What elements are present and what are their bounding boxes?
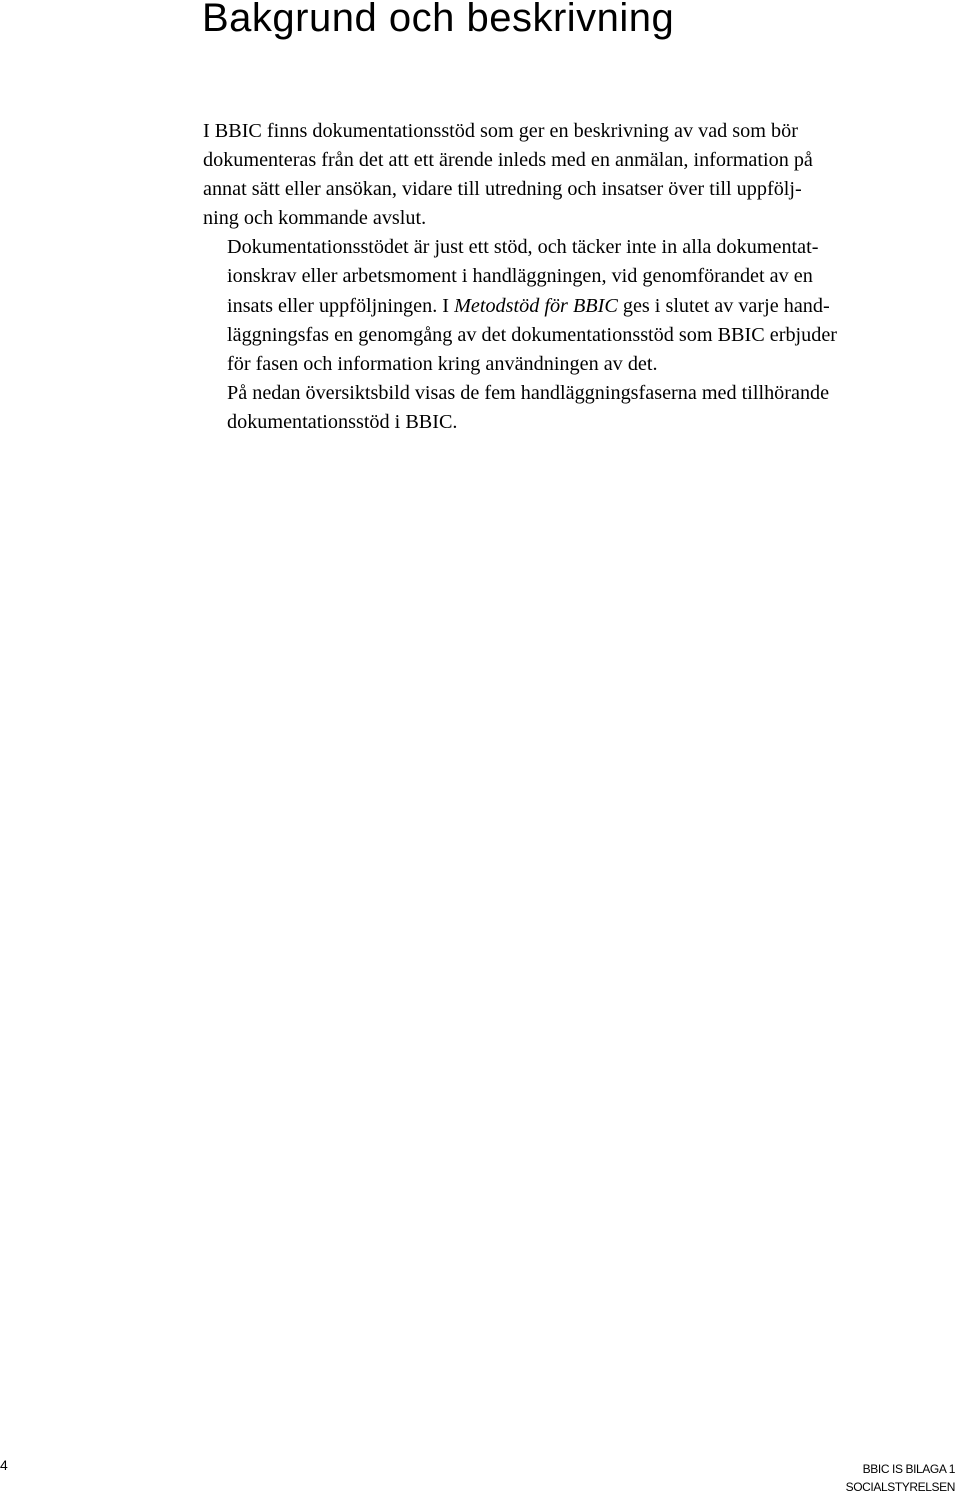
paragraph-1 [203,117,953,233]
text-line: Dokumentationsstödet är just ett stöd, och täcker inte in alla dokumentat- [227,236,819,259]
footer-publisher: SOCIALSTYRELSEN [845,1480,955,1494]
publication-title: Metodstöd för BBIC [454,294,618,317]
paragraph-3 [203,379,953,437]
text-run: insats eller uppföljningen. I [227,294,455,317]
text-line: läggningsfas en genomgång av det dokumentationsstöd som BBIC erbjuder [227,323,838,346]
paragraph-2 [203,233,953,378]
text-line: ionskrav eller arbetsmoment i handläggningen, vid genomförandet av en [227,265,813,288]
text-line: annat sätt eller ansökan, vidare till utredning och insatser över till uppfölj- [203,178,802,201]
text-line [203,292,953,321]
text-line: dokumenteras från det att ett ärende inleds med en anmälan, information på [203,149,813,172]
text-line: På nedan översiktsbild visas de fem handläggningsfaserna med tillhörande [227,381,830,404]
footer-doc-title: BBIC IS BILAGA 1 [862,1462,955,1476]
page-title: Bakgrund och beskrivning [202,0,675,40]
text-line: dokumentationsstöd i BBIC. [227,410,458,433]
footer-info [846,1460,955,1496]
body-text [203,117,953,437]
page-number: 4 [0,1457,8,1473]
text-line: I BBIC finns dokumentationsstöd som ger en beskrivning av vad som bör [203,120,798,142]
text-run: ges i slutet av varje hand- [617,294,830,317]
text-line: för fasen och information kring användningen av det. [227,352,658,375]
text-line: ning och kommande avslut. [203,207,427,230]
